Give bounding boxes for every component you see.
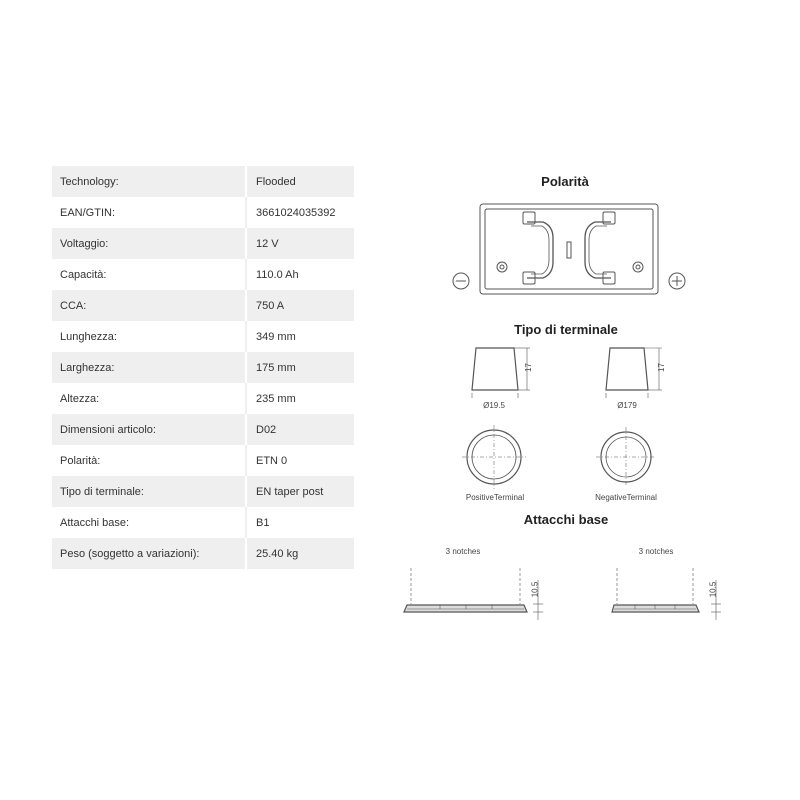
spec-label: Voltaggio: [60, 237, 109, 250]
spec-value: 3661024035392 [245, 197, 354, 228]
spec-label: Peso (soggetto a variazioni): [60, 547, 200, 560]
base-title: Attacchi base [523, 512, 609, 527]
spec-value: 12 V [245, 228, 354, 259]
spec-label: Dimensioni articolo: [60, 423, 156, 436]
spec-label: Larghezza: [60, 361, 115, 374]
terminal-left-height: 17 [523, 363, 533, 372]
spec-value: 175 mm [245, 352, 354, 383]
base-right-height: 10.5 [708, 581, 718, 598]
spec-label: CCA: [60, 299, 87, 312]
spec-label: Polarità: [60, 454, 101, 467]
plus-icon [669, 273, 685, 289]
base-right-profile [612, 568, 721, 620]
positive-terminal-icon [462, 425, 526, 489]
spec-value: 235 mm [245, 383, 354, 414]
base-left-height: 10.5 [530, 581, 540, 598]
spec-label: Capacità: [60, 268, 107, 281]
terminal-left-side-view [472, 348, 530, 398]
spec-value: EN taper post [245, 476, 354, 507]
notches-left-label: 3 notches [445, 547, 481, 556]
spec-value: Flooded [245, 166, 354, 197]
negative-terminal-label: NegativeTerminal [595, 493, 657, 502]
spec-value: 750 A [245, 290, 354, 321]
spec-label: EAN/GTIN: [60, 206, 116, 219]
negative-terminal-icon [596, 427, 656, 487]
minus-icon [453, 273, 469, 289]
spec-value: B1 [245, 507, 354, 538]
positive-terminal-label: PositiveTerminal [465, 493, 525, 502]
terminal-title: Tipo di terminale [514, 322, 618, 337]
spec-label: Attacchi base: [60, 516, 130, 529]
terminal-right-diameter: Ø179 [617, 401, 637, 410]
battery-top-view [480, 204, 658, 294]
terminal-left-diameter: Ø19.5 [483, 401, 505, 410]
spec-value: 349 mm [245, 321, 354, 352]
notches-right-label: 3 notches [638, 547, 674, 556]
spec-value: D02 [245, 414, 354, 445]
terminal-right-side-view [606, 348, 662, 398]
spec-value: 25.40 kg [245, 538, 354, 569]
terminal-right-height: 17 [656, 363, 666, 372]
base-left-profile [404, 568, 543, 620]
spec-value: ETN 0 [245, 445, 354, 476]
spec-label: Tipo di terminale: [60, 485, 144, 498]
spec-value: 110.0 Ah [245, 259, 354, 290]
spec-label: Technology: [60, 175, 119, 188]
polarity-title: Polarità [541, 174, 589, 189]
spec-label: Lunghezza: [60, 330, 117, 343]
spec-label: Altezza: [60, 392, 100, 405]
